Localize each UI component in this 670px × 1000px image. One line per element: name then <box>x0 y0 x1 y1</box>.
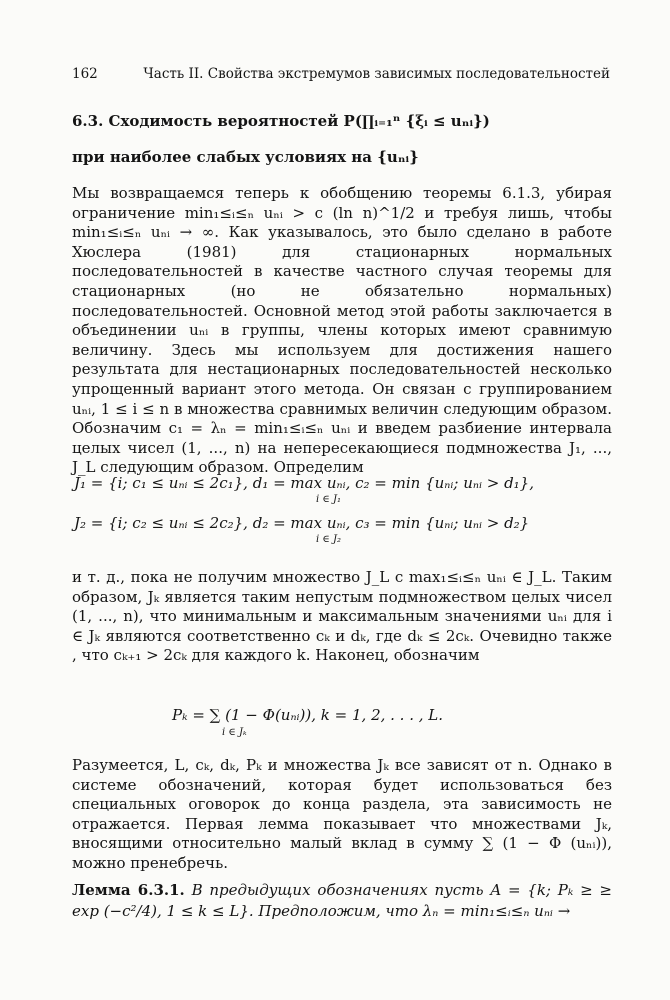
page-number: 162 <box>72 66 98 82</box>
running-title: Часть II. Свойства экстремумов зависимых последовательностей <box>143 66 610 82</box>
lemma-6-3-1 <box>72 880 612 922</box>
section-title-line-1: 6.3. Сходимость вероятностей P(∏ᵢ₌₁ⁿ {ξᵢ ≤ uₙᵢ}) <box>72 112 490 130</box>
display-formula-j1: J₁ = {i; c₁ ≤ uₙᵢ ≤ 2c₁}, d₁ = max uₙᵢ, c₂ = min {uₙᵢ; uₙᵢ > d₁}, <box>74 474 534 492</box>
display-formula-j2-subscript: i ∈ J₂ <box>316 534 341 545</box>
display-formula-j2: J₂ = {i; c₂ ≤ uₙᵢ ≤ 2c₂}, d₂ = max uₙᵢ, c₃ = min {uₙᵢ; uₙᵢ > d₂} <box>74 514 530 532</box>
display-formula-pk: Pₖ = ∑ (1 − Φ(uₙᵢ)), k = 1, 2, . . . , L. <box>172 706 444 724</box>
lemma-label: Лемма 6.3.1. <box>72 881 185 899</box>
paragraph-intro: Мы возвращаемся теперь к обобщению теоремы 6.1.3, убирая ограничение min₁≤ᵢ≤ₙ uₙᵢ > c (ln n)^1/2 и требуя лишь, чтобы min₁≤ᵢ≤ₙ uₙᵢ → ∞. Как указывалось, это было сделано в работе Хюслера (1981) для стационарных нормальных последовательностей в качестве частного случая теоремы для стационарных (но не обязательно нормальных) последовательностей. Основной метод этой работы заключается в объединении uₙᵢ в группы, члены которых имеют сравнимую величину. Здесь мы используем для достижения нашего результата для нестационарных последовательностей несколько упрощенный вариант этого метода. Он связан с группированием uₙᵢ, 1 ≤ i ≤ n в множества сравнимых величин следующим образом. Обозначим c₁ = λₙ = min₁≤ᵢ≤ₙ uₙᵢ и введем разбиение интервала целых чисел (1, ..., n) на непересекающиеся подмножества J₁, ..., J_L следующим образом. Определим <box>72 184 612 477</box>
display-formula-pk-subscript: i ∈ Jₖ <box>222 727 247 738</box>
lemma-statement: В предыдущих обозначениях пусть A = {k; Pₖ ≥ ≥ exp (−c²/4), 1 ≤ k ≤ L}. Предположим, что λₙ = min₁≤ᵢ≤ₙ uₙᵢ → <box>72 881 612 920</box>
display-formula-j1-subscript: i ∈ J₁ <box>316 494 341 505</box>
paragraph-remark: Разумеется, L, cₖ, dₖ, Pₖ и множества Jₖ все зависят от n. Однако в системе обозначений, которая будет использоваться без специальных оговорок до конца раздела, эта зависимость не отражается. Первая лемма показывает что множествами Jₖ, вносящими относительно малый вклад в сумму ∑ (1 − Φ (uₙᵢ)), можно пренебречь. <box>72 756 612 872</box>
section-title-line-2: при наиболее слабых условиях на {uₙᵢ} <box>72 148 419 166</box>
paragraph-groups: и т. д., пока не получим множество J_L c max₁≤ᵢ≤ₙ uₙᵢ ∈ J_L. Таким образом, Jₖ является таким непустым подмножеством целых чисел (1, ..., n), что минимальным и максимальным значениями uₙᵢ для i ∈ Jₖ являются соответственно cₖ и dₖ, где dₖ ≤ 2cₖ. Очевидно также , что cₖ₊₁ > 2cₖ для каждого k. Наконец, обозначим <box>72 568 612 665</box>
